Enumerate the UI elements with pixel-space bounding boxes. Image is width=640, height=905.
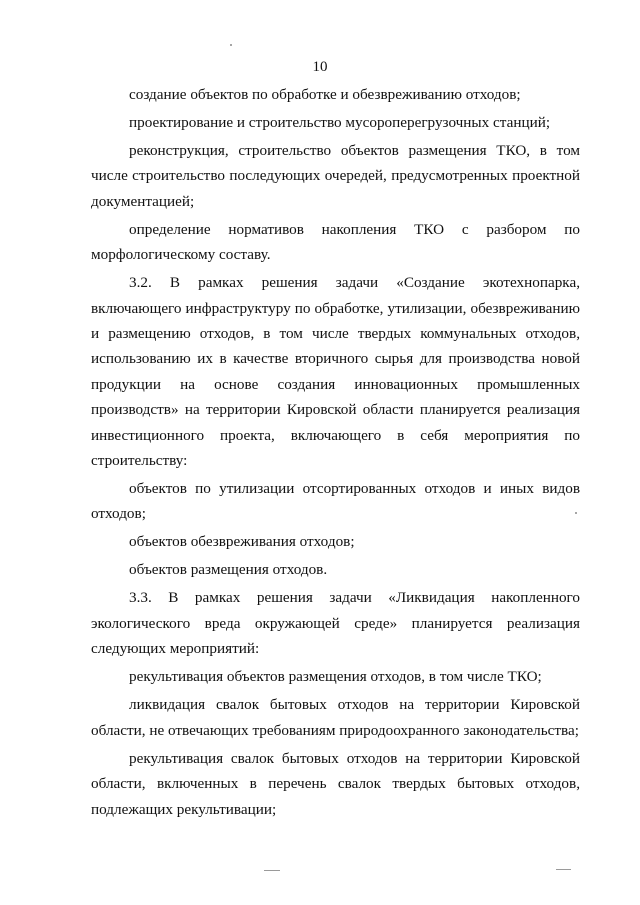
scan-artifact — [575, 512, 577, 514]
paragraph-section-3-3: 3.3. В рамках решения задачи «Ликвидация накопленного экологического вреда окружающей среде» планируется реализация следующих мероприятий: — [91, 589, 580, 658]
paragraph-landfill-liquidation: ликвидация свалок бытовых отходов на территории Кировской области, не отвечающих требованиям природоохранного законодательства; — [91, 696, 580, 739]
paragraph-reconstruction-tko: реконструкция, строительство объектов размещения ТКО, в том числе строительство последующих очередей, предусмотренных проектной документацией; — [91, 142, 580, 210]
paragraph-accumulation-norms: определение нормативов накопления ТКО с разбором по морфологическому составу. — [91, 220, 580, 264]
paragraph-neutralization-facilities: объектов обезвреживания отходов; — [129, 533, 355, 551]
scan-artifact — [264, 870, 280, 871]
paragraph-placement-facilities: объектов размещения отходов. — [129, 561, 328, 579]
scan-artifact — [556, 869, 571, 870]
paragraph-transfer-stations: проектирование и строительство мусороперегрузочных станций; — [129, 114, 551, 131]
paragraph-recycling-facilities: объектов по утилизации отсортированных отходов и иных видов отходов; — [91, 480, 580, 523]
paragraph-section-3-2: 3.2. В рамках решения задачи «Создание экотехнопарка, включающего инфраструктуру по обработке, утилизации, обезвреживанию и размещению отходов, в том числе твердых коммунальных отходов, использованию их в качестве вторичного сырья для производства новой продукции на основе создания инновационных промышленных производств» на территории Кировской области планируется реализация инвестиционного проекта, включающего в себя мероприятия по строительству: — [91, 274, 580, 470]
scan-artifact — [230, 44, 232, 46]
paragraph-waste-processing-facilities: создание объектов по обработке и обезвреживанию отходов; — [129, 86, 521, 103]
page-number: 10 — [312, 59, 328, 75]
paragraph-recultivation-facilities: рекультивация объектов размещения отходов, в том числе ТКО; — [129, 668, 542, 686]
paragraph-landfill-recultivation: рекультивация свалок бытовых отходов на территории Кировской области, включенных в перечень свалок твердых бытовых отходов, подлежащих рекультивации; — [91, 749, 580, 818]
document-body — [91, 82, 580, 822]
